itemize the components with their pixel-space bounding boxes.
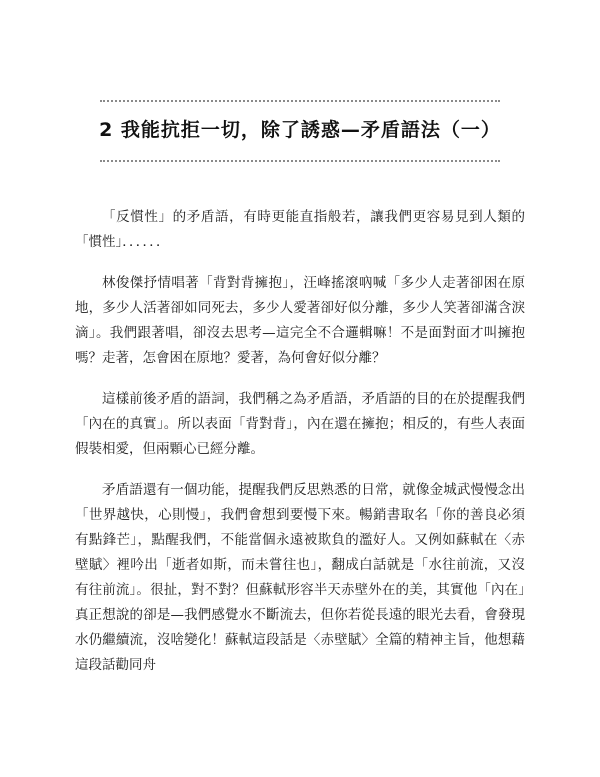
paragraph-3: 這樣前後矛盾的語詞，我們稱之為矛盾語，矛盾語的目的在於提醒我們「內在的真實」。所以表面「背對背」，內在還在擁抱；相反的，有些人表面假裝相愛，但兩顆心已經分離。 bbox=[75, 391, 525, 457]
paragraph-2: 林俊傑抒情唱著「背對背擁抱」，汪峰搖滾吶喊「多少人走著卻困在原地，多少人活著卻如同死去，多少人愛著卻好似分離，多少人笑著卻滿含淚滴」。我們跟著唱，卻沒去思考—這完全不合邏輯嘛！不是面對面才叫擁抱嗎？走著，怎會困在原地？愛著，為何會好似分離？ bbox=[75, 275, 525, 366]
title-top-divider bbox=[100, 100, 500, 102]
title-bottom-divider bbox=[100, 160, 500, 162]
chapter-title: 2 我能抗拒一切，除了誘惑—矛盾語法（一） bbox=[99, 119, 501, 141]
paragraph-4: 矛盾語還有一個功能，提醒我們反思熟悉的日常，就像金城武慢慢念出「世界越快，心則慢」，我們會想到要慢下來。暢銷書取名「你的善良必須有點鋒芒」，點醒我們，不能當個永遠被欺負的濫好人。又例如蘇軾在〈赤壁賦〉裡吟出「逝者如斯，而未嘗往也」，翻成白話就是「水往前流，又沒有往前流」。很扯，對不對？但蘇軾形容半天赤壁外在的美，其實他「內在」真正想說的卻是—我們感覺水不斷流去，但你若從長遠的眼光去看，會發現水仍繼續流，沒啥變化！蘇軾這段話是〈赤壁賦〉全篇的精神主旨，他想藉這段話勸同舟 bbox=[75, 482, 525, 673]
paragraph-1: 「反慣性」的矛盾語，有時更能直指般若，讓我們更容易見到人類的「慣性」．．．．．． bbox=[75, 209, 525, 250]
chapter-body bbox=[75, 205, 525, 694]
